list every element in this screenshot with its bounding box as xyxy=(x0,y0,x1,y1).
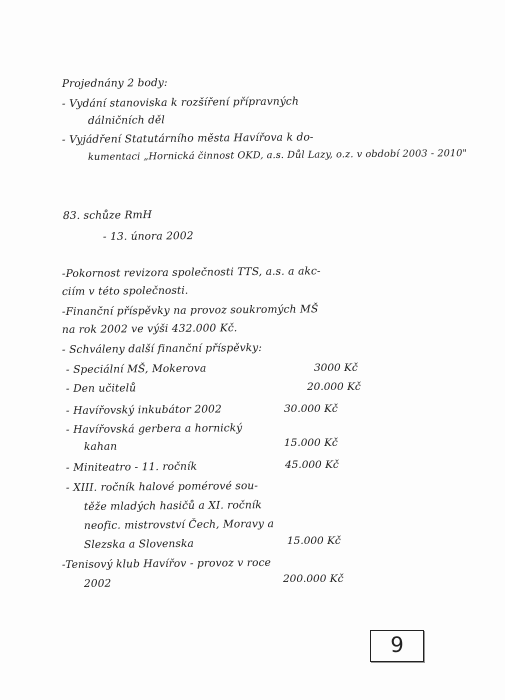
contribution-label: Slezska a Slovenska xyxy=(83,537,194,551)
section-a-item: - Vydání stanoviska k rozšíření přípravných xyxy=(61,95,299,110)
contribution-label: kahan xyxy=(83,440,118,453)
page-number-box xyxy=(370,630,424,662)
meeting-title: 83. schůze RmH xyxy=(62,209,153,222)
contribution-amount: 3000 Kč xyxy=(314,362,358,374)
contribution-label: těže mladých hasičů a XI. ročník xyxy=(83,499,262,513)
contribution-label: - Den učitelů xyxy=(65,382,137,395)
section-a-heading: Projednány 2 body: xyxy=(61,76,168,90)
section-a-item: - Vyjádření Statutárního města Havířova k do- xyxy=(61,131,314,146)
section-a-item: kumentaci „Hornická činnost OKD, a.s. Důl Lazy, o.z. v období 2003 - 2010" xyxy=(87,148,468,163)
section-b-line: - Schváleny další finanční příspěvky: xyxy=(61,341,263,356)
contribution-label: -Tenisový klub Havířov - provoz v roce xyxy=(61,556,272,571)
contribution-label: - XIII. ročník halové pomérové sou- xyxy=(65,479,259,494)
section-a-item: dálničních děl xyxy=(87,114,165,127)
contribution-amount: 30.000 Kč xyxy=(284,403,338,415)
section-b-line: na rok 2002 ve výši 432.000 Kč. xyxy=(61,322,238,336)
contribution-amount: 15.000 Kč xyxy=(287,535,341,547)
contribution-amount: 20.000 Kč xyxy=(307,381,361,393)
contribution-amount: 45.000 Kč xyxy=(285,459,339,471)
contribution-label: - Miniteatro - 11. ročník xyxy=(65,460,198,474)
page-number: 9 xyxy=(390,633,404,657)
section-b-line: -Pokornost revizora společnosti TTS, a.s. a akc- xyxy=(61,265,321,280)
contribution-label: - Speciální MŠ, Mokerova xyxy=(65,362,207,376)
section-b-line: -Finanční příspěvky na provoz soukromých MŠ xyxy=(61,303,319,318)
contribution-label: - Havířovský inkubátor 2002 xyxy=(65,403,222,417)
contribution-amount: 15.000 Kč xyxy=(284,437,338,449)
contribution-label: 2002 xyxy=(83,577,112,590)
contribution-label: neofic. mistrovství Čech, Moravy a xyxy=(83,518,275,532)
meeting-date: - 13. února 2002 xyxy=(102,230,194,243)
contribution-label: - Havířovská gerbera a hornický xyxy=(65,422,243,436)
section-b-line: ciím v této společnosti. xyxy=(61,284,189,298)
contribution-amount: 200.000 Kč xyxy=(283,573,344,585)
